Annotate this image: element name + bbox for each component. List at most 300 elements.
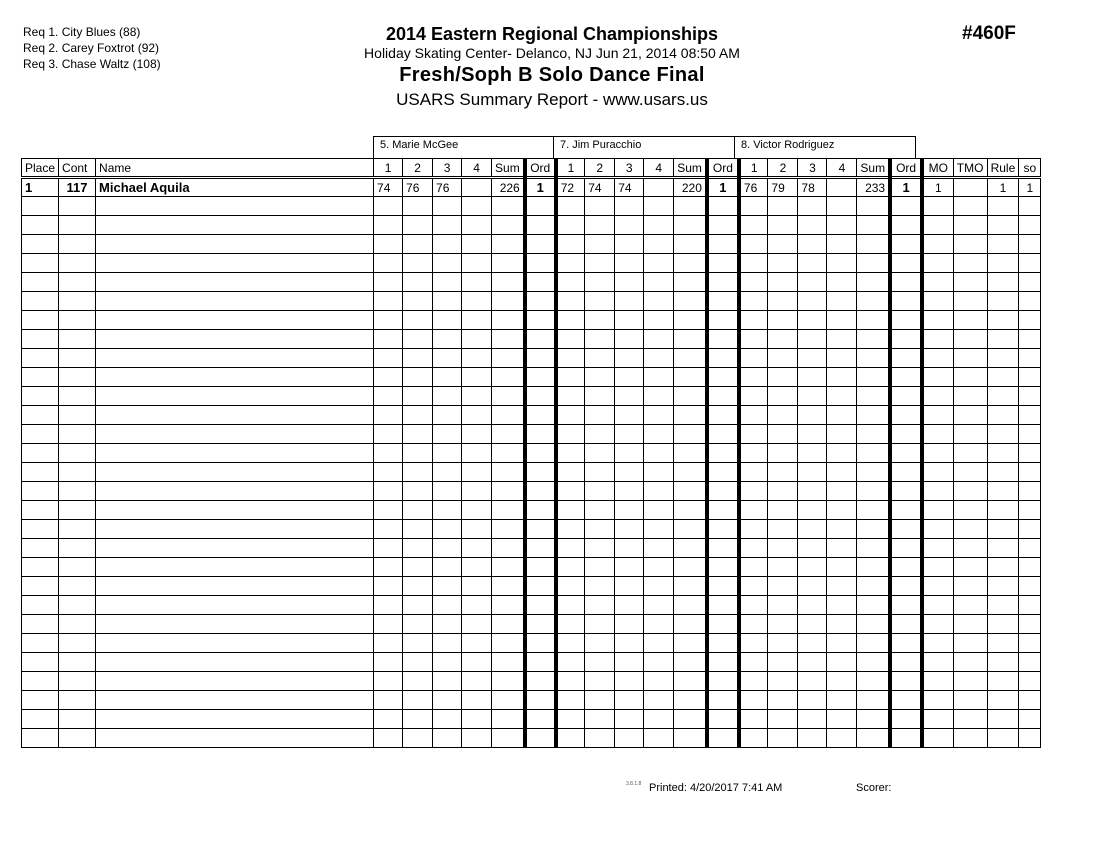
empty-cell [768, 539, 798, 558]
empty-cell [857, 539, 890, 558]
empty-cell [1019, 520, 1041, 539]
empty-cell [59, 672, 96, 691]
empty-cell [462, 672, 492, 691]
table-row-empty [22, 273, 1041, 292]
empty-cell [492, 482, 525, 501]
empty-cell [525, 691, 556, 710]
empty-cell [987, 425, 1019, 444]
empty-cell [798, 653, 827, 672]
table-row-empty [22, 558, 1041, 577]
j2-score-3: 74 [615, 178, 644, 197]
empty-cell [492, 273, 525, 292]
empty-cell [922, 368, 953, 387]
empty-cell [768, 387, 798, 406]
j2-score-4 [644, 178, 674, 197]
empty-cell [615, 558, 644, 577]
requirement-3: Req 3. Chase Waltz (108) [23, 57, 161, 71]
empty-cell [707, 463, 739, 482]
j2-sum-header: Sum [674, 159, 707, 178]
empty-cell [492, 463, 525, 482]
empty-cell [22, 273, 59, 292]
empty-cell [1019, 349, 1041, 368]
empty-cell [857, 653, 890, 672]
empty-cell [22, 577, 59, 596]
j3-ord-header: Ord [890, 159, 922, 178]
empty-cell [96, 710, 374, 729]
empty-cell [96, 311, 374, 330]
table-row-empty [22, 368, 1041, 387]
empty-cell [798, 501, 827, 520]
empty-cell [1019, 596, 1041, 615]
empty-cell [798, 672, 827, 691]
empty-cell [707, 596, 739, 615]
table-row-empty [22, 710, 1041, 729]
table-row-empty [22, 653, 1041, 672]
j3-sum-header: Sum [857, 159, 890, 178]
empty-cell [827, 615, 857, 634]
empty-cell [462, 577, 492, 596]
empty-cell [768, 235, 798, 254]
empty-cell [615, 729, 644, 748]
empty-cell [922, 539, 953, 558]
empty-cell [644, 368, 674, 387]
empty-cell [374, 387, 403, 406]
empty-cell [374, 216, 403, 235]
empty-cell [615, 653, 644, 672]
empty-cell [22, 558, 59, 577]
empty-cell [922, 273, 953, 292]
empty-cell [96, 292, 374, 311]
j2-score-2: 74 [585, 178, 615, 197]
empty-cell [922, 406, 953, 425]
empty-cell [674, 577, 707, 596]
empty-cell [644, 501, 674, 520]
empty-cell [739, 311, 768, 330]
j1-ord-header: Ord [525, 159, 556, 178]
empty-cell [953, 539, 987, 558]
empty-cell [890, 596, 922, 615]
empty-cell [827, 273, 857, 292]
empty-cell [857, 577, 890, 596]
empty-cell [644, 216, 674, 235]
empty-cell [798, 577, 827, 596]
empty-cell [739, 292, 768, 311]
empty-cell [707, 330, 739, 349]
empty-cell [525, 330, 556, 349]
empty-cell [615, 330, 644, 349]
j3-score-4 [827, 178, 857, 197]
empty-cell [827, 577, 857, 596]
empty-cell [1019, 387, 1041, 406]
empty-cell [644, 710, 674, 729]
empty-cell [827, 330, 857, 349]
empty-cell [59, 691, 96, 710]
empty-cell [674, 368, 707, 387]
empty-cell [615, 368, 644, 387]
empty-cell [433, 273, 462, 292]
empty-cell [987, 368, 1019, 387]
empty-cell [739, 463, 768, 482]
empty-cell [462, 520, 492, 539]
empty-cell [674, 596, 707, 615]
empty-cell [615, 387, 644, 406]
empty-cell [374, 406, 403, 425]
empty-cell [433, 463, 462, 482]
empty-cell [585, 216, 615, 235]
empty-cell [987, 444, 1019, 463]
empty-cell [890, 729, 922, 748]
empty-cell [768, 425, 798, 444]
empty-cell [674, 691, 707, 710]
empty-cell [525, 254, 556, 273]
empty-cell [857, 254, 890, 273]
j3-col-1-header: 1 [739, 159, 768, 178]
empty-cell [59, 520, 96, 539]
empty-cell [827, 311, 857, 330]
empty-cell [492, 235, 525, 254]
empty-cell [987, 311, 1019, 330]
empty-cell [857, 634, 890, 653]
empty-cell [492, 349, 525, 368]
empty-cell [644, 672, 674, 691]
empty-cell [59, 634, 96, 653]
empty-cell [768, 254, 798, 273]
table-row-empty [22, 425, 1041, 444]
empty-cell [739, 710, 768, 729]
empty-cell [615, 444, 644, 463]
empty-cell [768, 672, 798, 691]
j3-score-1: 76 [739, 178, 768, 197]
empty-cell [433, 615, 462, 634]
empty-cell [433, 539, 462, 558]
empty-cell [556, 653, 585, 672]
empty-cell [96, 653, 374, 672]
empty-cell [987, 558, 1019, 577]
empty-cell [707, 406, 739, 425]
j2-score-1: 72 [556, 178, 585, 197]
empty-cell [890, 292, 922, 311]
empty-cell [585, 691, 615, 710]
empty-cell [739, 254, 768, 273]
empty-cell [707, 520, 739, 539]
j2-col-2-header: 2 [585, 159, 615, 178]
empty-cell [374, 235, 403, 254]
empty-cell [462, 539, 492, 558]
empty-cell [890, 368, 922, 387]
empty-cell [739, 653, 768, 672]
empty-cell [922, 311, 953, 330]
empty-cell [585, 330, 615, 349]
j2-sum: 220 [674, 178, 707, 197]
empty-cell [96, 539, 374, 558]
empty-cell [403, 729, 433, 748]
empty-cell [798, 539, 827, 558]
empty-cell [462, 482, 492, 501]
empty-cell [556, 216, 585, 235]
empty-cell [644, 387, 674, 406]
empty-cell [987, 539, 1019, 558]
empty-cell [22, 520, 59, 539]
empty-cell [953, 330, 987, 349]
empty-cell [922, 501, 953, 520]
empty-cell [674, 444, 707, 463]
empty-cell [739, 387, 768, 406]
empty-cell [707, 501, 739, 520]
empty-cell [96, 577, 374, 596]
empty-cell [1019, 444, 1041, 463]
empty-cell [739, 520, 768, 539]
empty-cell [798, 273, 827, 292]
empty-cell [585, 729, 615, 748]
empty-cell [22, 235, 59, 254]
empty-cell [525, 710, 556, 729]
empty-cell [707, 292, 739, 311]
empty-cell [492, 292, 525, 311]
empty-cell [615, 216, 644, 235]
empty-cell [403, 406, 433, 425]
empty-cell [890, 197, 922, 216]
empty-cell [890, 539, 922, 558]
empty-cell [890, 653, 922, 672]
empty-cell [674, 406, 707, 425]
empty-cell [492, 330, 525, 349]
empty-cell [492, 406, 525, 425]
empty-cell [525, 368, 556, 387]
empty-cell [433, 691, 462, 710]
empty-cell [674, 482, 707, 501]
empty-cell [59, 710, 96, 729]
empty-cell [768, 729, 798, 748]
empty-cell [798, 254, 827, 273]
table-row-empty [22, 254, 1041, 273]
empty-cell [492, 539, 525, 558]
empty-cell [857, 520, 890, 539]
empty-cell [556, 729, 585, 748]
empty-cell [987, 520, 1019, 539]
empty-cell [857, 729, 890, 748]
empty-cell [987, 273, 1019, 292]
empty-cell [1019, 672, 1041, 691]
empty-cell [59, 596, 96, 615]
empty-cell [857, 235, 890, 254]
empty-cell [922, 520, 953, 539]
empty-cell [492, 368, 525, 387]
empty-cell [768, 691, 798, 710]
empty-cell [644, 539, 674, 558]
judge-header-2: 7. Jim Puracchio [553, 136, 735, 158]
table-row-empty [22, 387, 1041, 406]
empty-cell [403, 463, 433, 482]
empty-cell [674, 558, 707, 577]
empty-cell [585, 634, 615, 653]
empty-cell [707, 254, 739, 273]
empty-cell [492, 596, 525, 615]
empty-cell [987, 482, 1019, 501]
empty-cell [492, 444, 525, 463]
empty-cell [827, 292, 857, 311]
empty-cell [707, 653, 739, 672]
empty-cell [953, 729, 987, 748]
empty-cell [1019, 691, 1041, 710]
empty-cell [462, 387, 492, 406]
header-row [22, 159, 1041, 178]
empty-cell [462, 406, 492, 425]
j3-score-3: 78 [798, 178, 827, 197]
j1-score-1: 74 [374, 178, 403, 197]
empty-cell [96, 672, 374, 691]
empty-cell [374, 463, 403, 482]
empty-cell [707, 558, 739, 577]
empty-cell [1019, 577, 1041, 596]
empty-cell [674, 349, 707, 368]
empty-cell [525, 425, 556, 444]
j1-col-1-header: 1 [374, 159, 403, 178]
j2-ord: 1 [707, 178, 739, 197]
empty-cell [857, 311, 890, 330]
empty-cell [890, 425, 922, 444]
event-name: Fresh/Soph B Solo Dance Final [399, 64, 705, 86]
empty-cell [59, 653, 96, 672]
empty-cell [768, 482, 798, 501]
empty-cell [739, 444, 768, 463]
empty-cell [987, 406, 1019, 425]
empty-cell [22, 729, 59, 748]
empty-cell [987, 292, 1019, 311]
empty-cell [1019, 615, 1041, 634]
empty-cell [462, 368, 492, 387]
empty-cell [585, 501, 615, 520]
empty-cell [585, 577, 615, 596]
empty-cell [798, 406, 827, 425]
empty-cell [525, 653, 556, 672]
empty-cell [374, 729, 403, 748]
empty-cell [585, 387, 615, 406]
empty-cell [374, 520, 403, 539]
empty-cell [22, 216, 59, 235]
empty-cell [59, 273, 96, 292]
empty-cell [403, 311, 433, 330]
empty-cell [739, 235, 768, 254]
empty-cell [525, 482, 556, 501]
empty-cell [857, 672, 890, 691]
empty-cell [433, 292, 462, 311]
empty-cell [987, 729, 1019, 748]
empty-cell [890, 406, 922, 425]
tmo-cell [953, 178, 987, 197]
j2-col-4-header: 4 [644, 159, 674, 178]
empty-cell [525, 216, 556, 235]
empty-cell [374, 558, 403, 577]
j1-score-2: 76 [403, 178, 433, 197]
empty-cell [403, 691, 433, 710]
empty-cell [556, 577, 585, 596]
empty-cell [798, 330, 827, 349]
j1-col-4-header: 4 [462, 159, 492, 178]
empty-cell [644, 482, 674, 501]
j1-sum-header: Sum [492, 159, 525, 178]
j2-col-1-header: 1 [556, 159, 585, 178]
empty-cell [987, 254, 1019, 273]
empty-cell [644, 691, 674, 710]
empty-cell [615, 596, 644, 615]
empty-cell [739, 482, 768, 501]
table-row-empty [22, 444, 1041, 463]
empty-cell [59, 729, 96, 748]
empty-cell [585, 558, 615, 577]
empty-cell [525, 463, 556, 482]
event-number: #460F [962, 23, 1016, 44]
empty-cell [59, 463, 96, 482]
empty-cell [96, 634, 374, 653]
empty-cell [922, 330, 953, 349]
table-row-empty [22, 634, 1041, 653]
empty-cell [857, 482, 890, 501]
empty-cell [585, 273, 615, 292]
empty-cell [768, 197, 798, 216]
empty-cell [433, 349, 462, 368]
empty-cell [433, 311, 462, 330]
empty-cell [96, 406, 374, 425]
empty-cell [890, 710, 922, 729]
empty-cell [462, 444, 492, 463]
empty-cell [768, 634, 798, 653]
empty-cell [768, 406, 798, 425]
empty-cell [556, 558, 585, 577]
empty-cell [953, 577, 987, 596]
results-table [21, 158, 1041, 748]
empty-cell [798, 710, 827, 729]
empty-cell [462, 558, 492, 577]
empty-cell [403, 558, 433, 577]
empty-cell [525, 615, 556, 634]
empty-cell [987, 387, 1019, 406]
empty-cell [953, 368, 987, 387]
table-row-empty [22, 330, 1041, 349]
empty-cell [374, 349, 403, 368]
empty-cell [827, 558, 857, 577]
empty-cell [96, 273, 374, 292]
empty-cell [403, 349, 433, 368]
empty-cell [492, 311, 525, 330]
empty-cell [922, 387, 953, 406]
empty-cell [953, 197, 987, 216]
empty-cell [615, 463, 644, 482]
empty-cell [987, 501, 1019, 520]
empty-cell [644, 520, 674, 539]
empty-cell [492, 634, 525, 653]
empty-cell [953, 520, 987, 539]
empty-cell [768, 292, 798, 311]
empty-cell [707, 729, 739, 748]
empty-cell [615, 482, 644, 501]
empty-cell [462, 634, 492, 653]
empty-cell [492, 387, 525, 406]
empty-cell [827, 425, 857, 444]
empty-cell [525, 444, 556, 463]
empty-cell [403, 653, 433, 672]
empty-cell [987, 615, 1019, 634]
empty-cell [857, 197, 890, 216]
empty-cell [674, 292, 707, 311]
empty-cell [798, 444, 827, 463]
empty-cell [374, 292, 403, 311]
empty-cell [739, 273, 768, 292]
empty-cell [1019, 311, 1041, 330]
empty-cell [827, 482, 857, 501]
j1-col-2-header: 2 [403, 159, 433, 178]
empty-cell [22, 634, 59, 653]
empty-cell [1019, 558, 1041, 577]
